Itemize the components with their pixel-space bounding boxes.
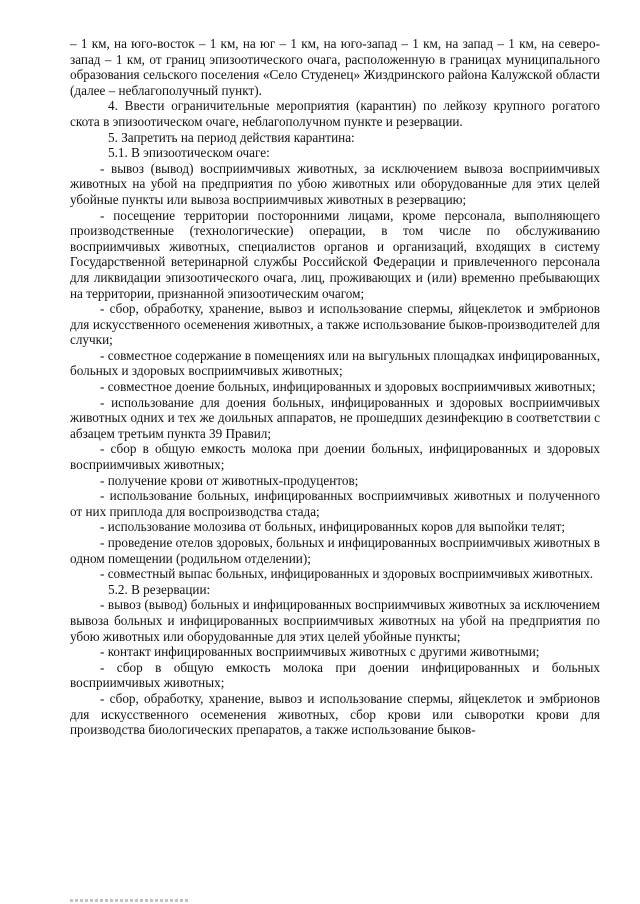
list-item: - совместное доение больных, инфицированных и здоровых восприимчивых животных;: [100, 379, 596, 395]
list-item: - сбор, обработку, хранение, вывоз и использование спермы, яйцеклеток и эмбрионов для искусственного осеменения животных, а также использование быков-производителей для случки;: [70, 301, 600, 348]
list-item: - использование для доения больных, инфицированных и здоровых восприимчивых животных одних и тех же доильных аппаратов, не прошедших дезинфекцию в соответствии с абзацем третьим пункта 39 Правил;: [70, 394, 600, 441]
paragraph-item-5: 5. Запретить на период действия карантина:: [108, 129, 355, 145]
list-item: - проведение отелов здоровых, больных и инфицированных восприимчивых животных в одном помещении (родильном отделении);: [70, 535, 600, 566]
scan-artifact-line: [70, 899, 190, 902]
list-item: - контакт инфицированных восприимчивых животных с другими животными;: [100, 644, 540, 660]
list-item: - сбор в общую емкость молока при доении больных, инфицированных и здоровых восприимчивых животных;: [70, 441, 600, 473]
list-item: - вывоз (вывод) восприимчивых животных, за исключением вывоза восприимчивых животных на убой на предприятия по убою животных или оборудованные для этих целей убойные пункты или вывоза восприимчивых животных в резервацию;: [70, 160, 600, 207]
list-item: - использование молозива от больных, инфицированных коров для выпойки телят;: [100, 519, 566, 535]
list-item: - сбор, обработку, хранение, вывоз и использование спермы, яйцеклеток и эмбрионов для искусственного осеменения животных, сбор крови или сыворотки крови для производства биологических препаратов, а также использование быков-: [70, 690, 600, 738]
paragraph-item-4: 4. Ввести ограничительные мероприятия (карантин) по лейкозу крупного рогатого скота в эпизоотическом очаге, неблагополучном пункте и резервации.: [70, 98, 600, 129]
list-item: - совместный выпас больных, инфицированных и здоровых восприимчивых животных.: [100, 566, 594, 582]
list-item: - использование больных, инфицированных восприимчивых животных и полученного от них приплода для воспроизводства стада;: [70, 488, 600, 519]
subheading-5-1: 5.1. В эпизоотическом очаге:: [108, 145, 270, 161]
list-item: - получение крови от животных-продуцентов;: [100, 472, 359, 488]
list-item: - вывоз (вывод) больных и инфицированных восприимчивых животных за исключением вывоза больных и инфицированных восприимчивых животных на убой на предприятия по убою животных или оборудованные для этих целей убойные пункты;: [70, 597, 600, 644]
list-item: - совместное содержание в помещениях или на выгульных площадках инфицированных, больных и здоровых восприимчивых животных;: [70, 347, 600, 379]
list-item: - посещение территории посторонними лицами, кроме персонала, выполняющего производственные (технологические) операции, в том числе по обслуживанию восприимчивых животных, специалистов органов и организаций, входящих в систему Государственной ветеринарной службы Российской Федерации и привлеченного персонала для ликвидации эпизоотического очага, лиц, проживающих и (или) временно пребывающих на территории, признанной эпизоотическим очагом;: [70, 207, 600, 301]
list-item: - сбор в общую емкость молока при доении инфицированных и больных восприимчивых животных;: [70, 659, 600, 691]
subheading-5-2: 5.2. В резервации:: [108, 581, 211, 597]
paragraph-boundary-continuation: – 1 км, на юго-восток – 1 км, на юг – 1 км, на юго-запад – 1 км, на запад – 1 км, на северо-запад – 1 км, от границ эпизоотического очага, расположенную в границах муниципального образования сельского поселения «Село Студенец» Жиздринского района Калужской области (далее – неблагополучный пункт).: [70, 36, 600, 98]
